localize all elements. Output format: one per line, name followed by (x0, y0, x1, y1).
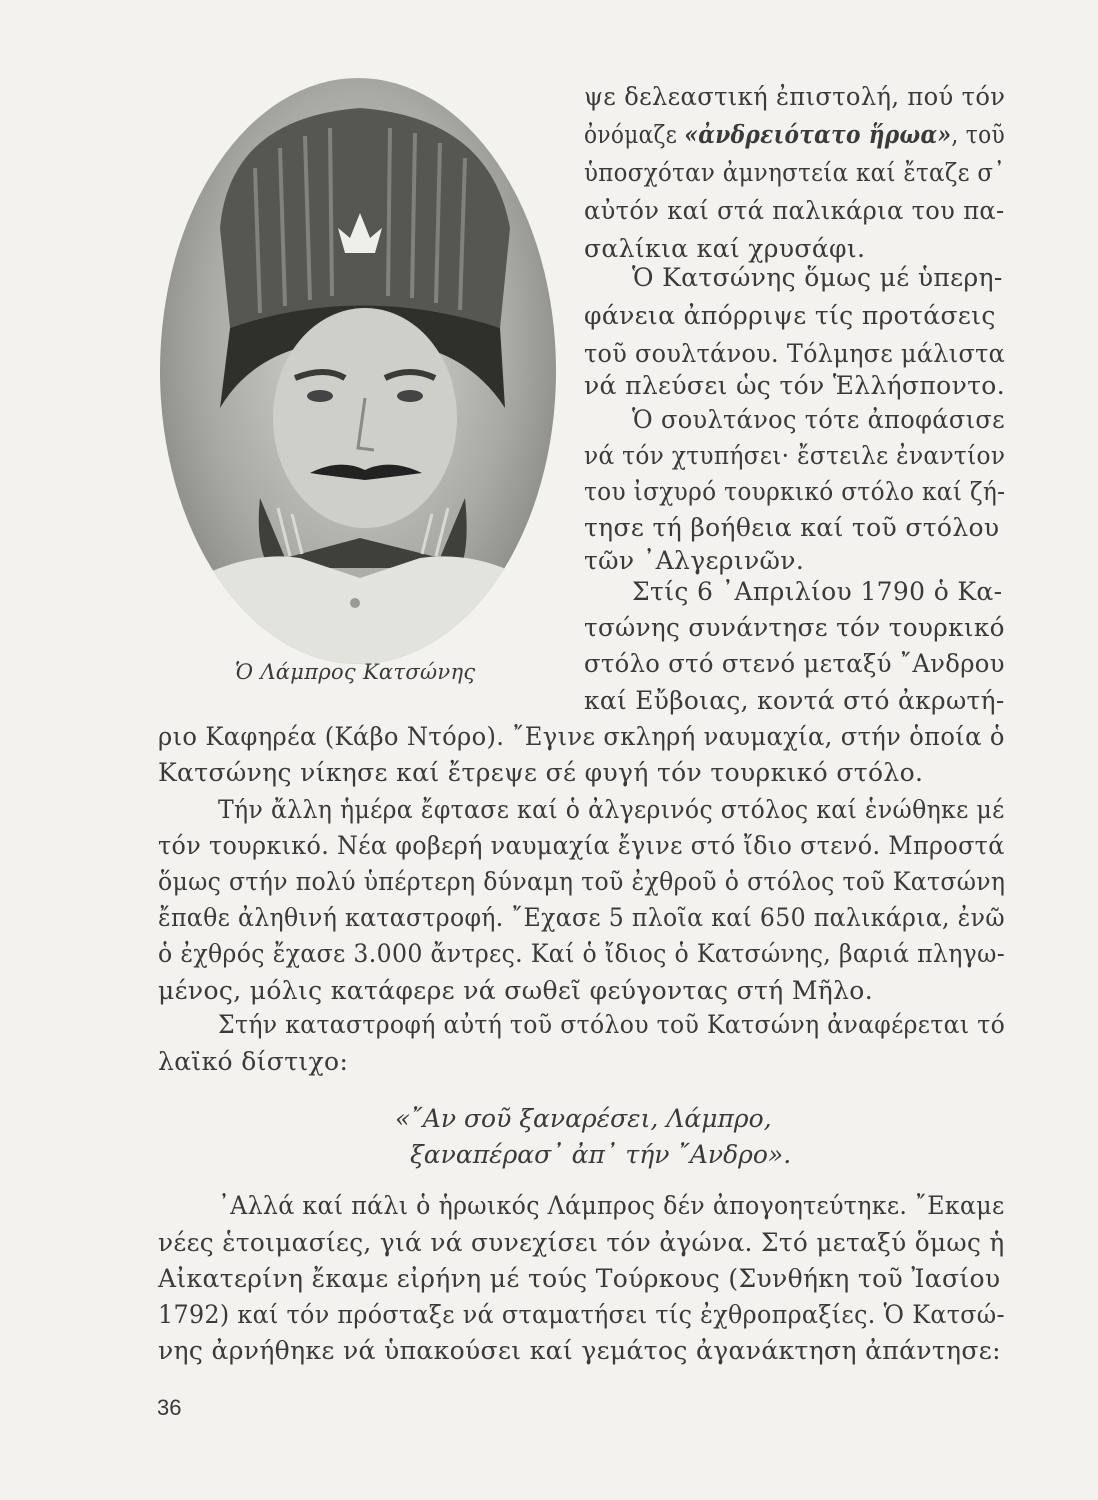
text-line: Αἰκατερίνη ἔκαμε εἰρήνη μέ τούς Τούρκους (Συνθήκη τοῦ Ἰασίου (158, 1264, 1001, 1293)
text-line: νης ἀρνήθηκε νά ὑπακούσει καί γεμάτος ἀγανάκτηση ἀπάντησε: (158, 1336, 1001, 1365)
text-line: νά τόν χτυπήσει· ἔστειλε ἐναντίον (584, 441, 1006, 470)
text-line: Ὁ σουλτάνος τότε ἀποφάσισε (632, 405, 1005, 434)
text-line-emphasis (584, 120, 1005, 149)
text-line: τῶν ᾽Αλγερινῶν. (584, 546, 805, 575)
text-fragment: , τοῦ (951, 120, 1005, 149)
page-number: 36 (157, 1395, 182, 1420)
text-line: ὅμως στήν πολύ ὑπέρτερη δύναμη τοῦ ἐχθροῦ ὁ στόλος τοῦ Κατσώνη (158, 867, 1006, 896)
portrait-image (160, 78, 556, 664)
text-fragment: ὀνόμαζε (584, 120, 685, 149)
couplet-line: «῎Αν σοῦ ξαναρέσει, Λάμπρο, (395, 1104, 772, 1133)
text-line: του ἰσχυρό τουρκικό στόλο καί ζή- (584, 477, 1006, 506)
text-line: Τήν ἄλλη ἡμέρα ἔφτασε καί ὁ ἀλγερινός στόλος καί ἑνώθηκε μέ (218, 795, 1005, 824)
text-line: ἔπαθε ἀληθινή καταστροφή. ῎Εχασε 5 πλοῖα καί 650 παλικάρια, ἐνῶ (158, 903, 1005, 932)
text-line: Στήν καταστροφή αὐτή τοῦ στόλου τοῦ Κατσώνη ἀναφέρεται τό (218, 1010, 1006, 1039)
couplet-line: ξαναπέρασ᾽ ἀπ᾽ τήν ῎Ανδρο». (410, 1140, 792, 1169)
text-line: νά πλεύσει ὡς τόν Ἑλλήσποντο. (584, 371, 1006, 400)
text-line: τσώνης συνάντησε τόν τουρκικό (584, 613, 1005, 642)
text-line: Κατσώνης νίκησε καί ἔτρεψε σέ φυγή τόν τουρκικό στόλο. (158, 758, 924, 787)
text-line: αὐτόν καί στά παλικάρια του πα- (584, 196, 1005, 225)
text-line: καί Εὔβοιας, κοντά στό ἀκρωτή- (584, 686, 1005, 715)
text-line: 1792) καί τόν πρόσταξε νά σταματήσει τίς ἐχθροπραξίες. Ὁ Κατσώ- (158, 1300, 1005, 1329)
text-line: τοῦ σουλτάνου. Τόλμησε μάλιστα (584, 339, 1006, 368)
portrait-caption: Ὁ Λάμπρος Κατσώνης (235, 660, 476, 684)
text-line: λαϊκό δίστιχο: (158, 1047, 349, 1076)
emphasized-phrase: «ἀνδρειότατο ἥρωα» (684, 120, 952, 149)
portrait-drawing (160, 78, 556, 664)
text-line: τησε τή βοήθεια καί τοῦ στόλου (584, 513, 1000, 542)
text-line: ριο Καφηρέα (Κάβο Ντόρο). ῎Εγινε σκληρή ναυμαχία, στήν ὁποία ὁ (158, 722, 1005, 751)
text-line: στόλο στό στενό μεταξύ ῎Ανδρου (584, 649, 1005, 678)
text-line: ᾽Αλλά καί πάλι ὁ ἡρωικός Λάμπρος δέν ἀπογοητεύτηκε. ῎Εκαμε (218, 1191, 1005, 1220)
text-line: φάνεια ἀπόρριψε τίς προτάσεις (584, 301, 996, 330)
text-line: σαλίκια καί χρυσάφι. (584, 234, 866, 263)
text-line: νέες ἑτοιμασίες, γιά νά συνεχίσει τόν ἀγώνα. Στό μεταξύ ὅμως ἡ (158, 1228, 1005, 1257)
text-line: ὑποσχόταν ἀμνηστεία καί ἔταζε σ᾽ (584, 158, 1006, 187)
text-line: Στίς 6 ᾽Απριλίου 1790 ὁ Κα- (632, 577, 1003, 606)
text-line: ὁ ἐχθρός ἔχασε 3.000 ἄντρες. Καί ὁ ἴδιος ὁ Κατσώνης, βαριά πληγω- (158, 939, 1006, 968)
text-line: Ὁ Κατσώνης ὅμως μέ ὑπερη- (632, 263, 1003, 292)
text-line: ψε δελεαστική ἐπιστολή, πού τόν (584, 82, 1006, 111)
text-line: τόν τουρκικό. Νέα φοβερή ναυμαχία ἔγινε στό ἴδιο στενό. Μπροστά (158, 831, 1005, 860)
text-line: μένος, μόλις κατάφερε νά σωθεῖ φεύγοντας στή Μῆλο. (158, 976, 873, 1005)
